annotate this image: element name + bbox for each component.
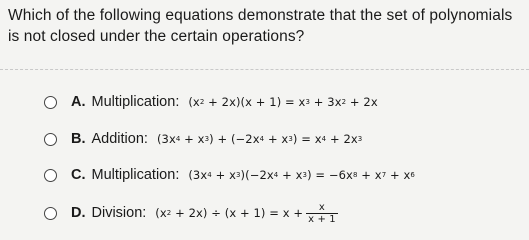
fraction-numerator: x [318,201,325,213]
option-b[interactable] [44,128,362,150]
option-d-fraction [306,202,338,225]
option-c-letter: C. [71,167,86,183]
option-a-radio[interactable] [44,96,57,109]
option-c[interactable] [44,164,415,186]
option-c-radio[interactable] [44,169,57,182]
option-d-label: Division: [91,205,147,221]
option-b-equation: (3x 4 + x 3 ) + (−2x 4 + x 3 ) = x 4 + 2x 3 [156,132,363,146]
option-b-radio[interactable] [44,133,57,146]
option-b-label: Addition: [91,131,148,147]
option-a-equation: (x 2 + 2x)(x + 1) = x 3 + 3x 2 + 2x [188,95,378,109]
option-c-equation: (3x 4 + x 3 )(−2x 4 + x 3 ) = −6x 8 + x 7 + x 6 [188,168,415,182]
option-d-radio[interactable] [44,207,57,220]
option-d[interactable] [44,202,338,224]
option-d-letter: D. [71,205,86,221]
option-c-label: Multiplication: [91,167,180,183]
option-a[interactable] [44,91,378,113]
option-d-equation: (x 2 + 2x) ÷ (x + 1) = x + $\frac{x}{x + 1}$ [155,201,336,225]
question-text: Which of the following equations demonstrate that the set of polynomials is not closed under the certain operations? [8,7,513,45]
option-b-letter: B. [71,131,86,147]
option-a-label: Multiplication: [91,94,180,110]
divider [0,69,529,70]
option-a-letter: A. [71,94,86,110]
fraction-denominator: x + 1 [308,213,336,225]
